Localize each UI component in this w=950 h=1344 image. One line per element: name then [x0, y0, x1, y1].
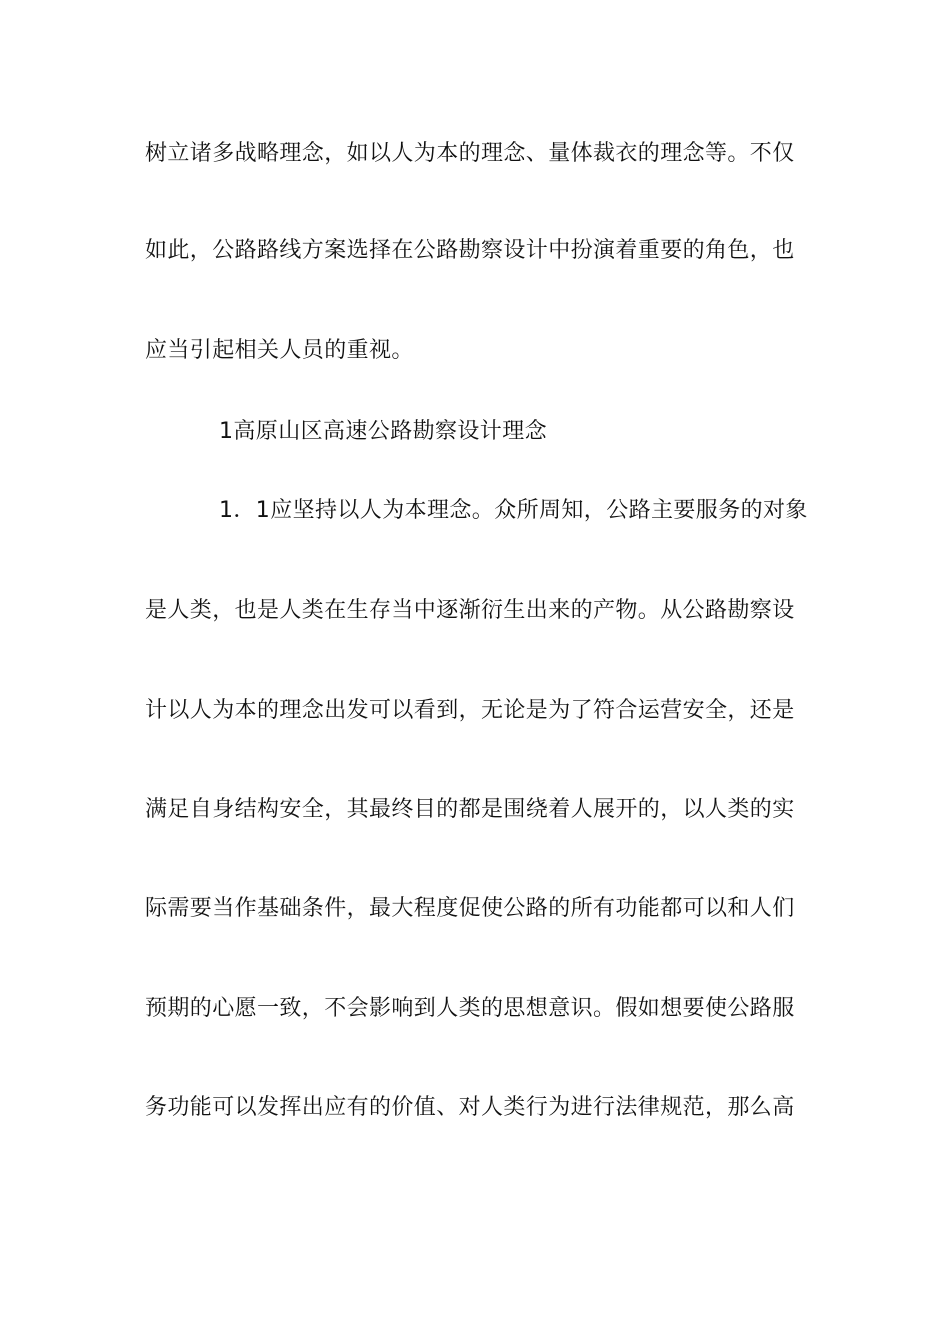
paragraph-line: 计以人为本的理念出发可以看到，无论是为了符合运营安全，还是	[145, 698, 795, 723]
paragraph-line: 是人类，也是人类在生存当中逐渐衍生出来的产物。从公路勘察设	[145, 598, 795, 623]
paragraph-line: 预期的心愿一致，不会影响到人类的思想意识。假如想要使公路服	[145, 996, 795, 1021]
paragraph-line: 务功能可以发挥出应有的价值、对人类行为进行法律规范，那么高	[145, 1095, 795, 1120]
subsection-heading-line: 1．1应坚持以人为本理念。众所周知，公路主要服务的对象	[219, 498, 808, 523]
paragraph-line: 应当引起相关人员的重视。	[145, 338, 414, 363]
paragraph-line: 满足自身结构安全，其最终目的都是围绕着人展开的，以人类的实	[145, 797, 795, 822]
paragraph-line: 树立诸多战略理念，如以人为本的理念、量体裁衣的理念等。不仅	[145, 141, 795, 166]
paragraph-line: 如此，公路路线方案选择在公路勘察设计中扮演着重要的角色，也	[145, 238, 795, 263]
paragraph-line: 际需要当作基础条件，最大程度促使公路的所有功能都可以和人们	[145, 896, 795, 921]
section-heading: 1高原山区高速公路勘察设计理念	[219, 419, 547, 444]
